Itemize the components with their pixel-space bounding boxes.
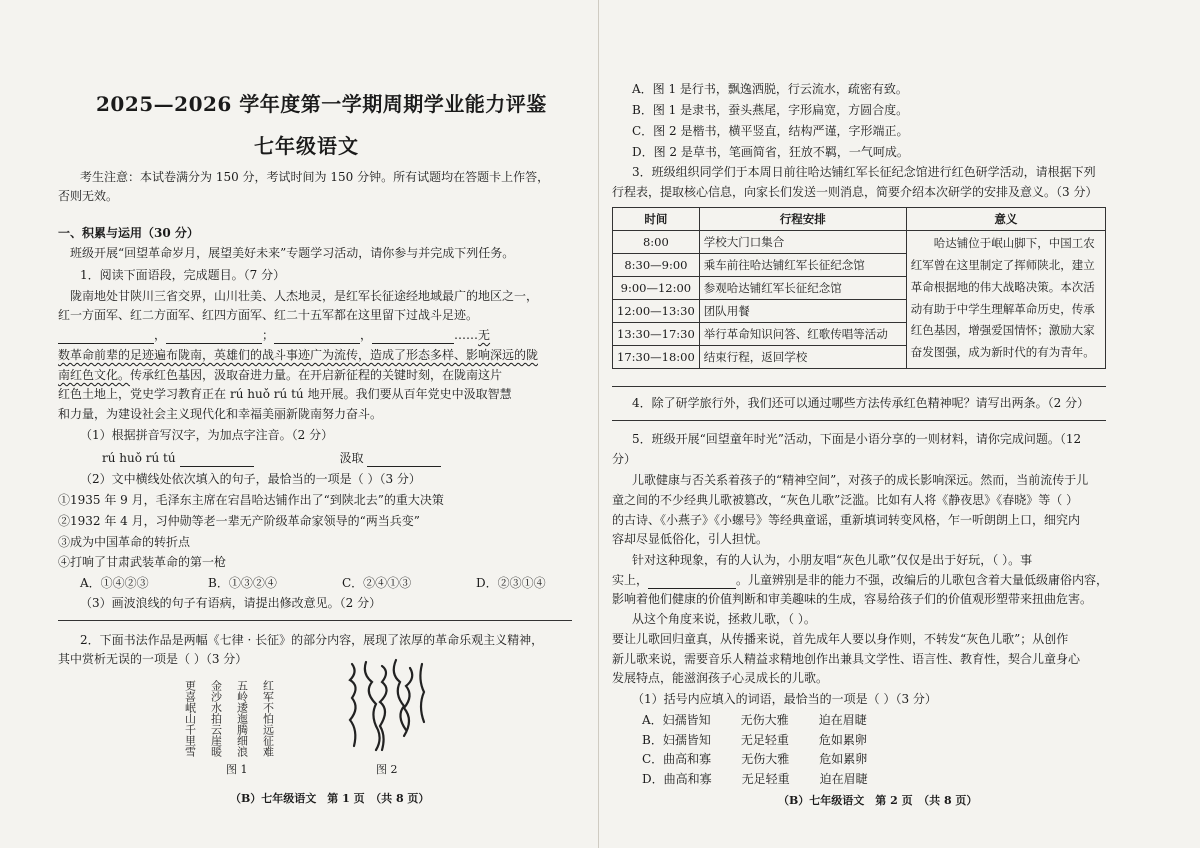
q1-2-item-3: ③成为中国革命的转折点 xyxy=(58,535,191,549)
passage-line-7: 和力量，为建设社会主义现代化和幸福美丽新陇南努力奋斗。 xyxy=(58,407,383,421)
fill-blank-1[interactable] xyxy=(58,331,154,344)
passage-line-2: 红一方面军、红二方面军、红四方面军、红二十五军都在这里留下过战斗足迹。 xyxy=(58,308,479,322)
q5-line-2: 分） xyxy=(612,452,637,466)
fig1-col-3: 五岭逶迤腾细浪 xyxy=(235,680,249,757)
notice-line-1: 考生注意：本试卷满分为 150 分，考试时间为 150 分钟。所有试题均在答题卡上作答， xyxy=(80,170,550,184)
material-blank[interactable] xyxy=(648,576,736,589)
page-2-footer: （B）七年级语文 第 2 页 （共 8 页） xyxy=(778,794,978,807)
fig1-col-1: 更喜岷山千里雪 xyxy=(183,680,197,757)
material-line-7: 影响着他们健康的价值判断和审美趣味的生成，容易给孩子们的价值观形塑带来扭曲危害。 xyxy=(612,592,1093,606)
table-row: 17:30—18:00 结束行程，返回学校 xyxy=(613,346,1106,369)
table-row: 13:30—17:30 举行革命知识问答、红歌传唱等活动 xyxy=(613,323,1106,346)
passage-line-5: 南红色文化。传承红色基因，汲取奋进力量。在开启新征程的关键时刻，在陇南这片 xyxy=(58,368,503,382)
material-line-6: 实上， 。儿童辨别是非的能力不强，改编后的儿歌包含着大量低级庸俗内容， xyxy=(612,573,1109,587)
section-1-intro: 班级开展“回望革命岁月，展望美好未来”专题学习活动，请你参与并完成下列任务。 xyxy=(70,246,515,260)
answer-line[interactable] xyxy=(612,386,1106,387)
answer-line[interactable] xyxy=(58,620,572,621)
answer-blank-pinyin[interactable] xyxy=(180,454,254,467)
wavy-sentence-middle: 数革命前辈的足迹遍布陇南，英雄们的战斗事迹广为流传，造成了形态多样、影响深远的陇 xyxy=(58,348,539,362)
fig1-col-4: 红军不怕远征难 xyxy=(261,680,275,757)
q5-1: （1）括号内应填入的词语，最恰当的一项是（ ）（3 分） xyxy=(632,692,937,706)
q5-option-d[interactable]: D．曲高和寡 无足轻重 迫在眉睫 xyxy=(642,772,868,786)
material-line-10: 要让儿歌回归童真，从传播来说，首先成年人要以身作则，不转发“灰色儿歌”；从创作 xyxy=(612,632,1069,646)
q1-2-item-2: ②1932 年 4 月，习仲勋等老一辈无产阶级革命家领导的“两当兵变” xyxy=(58,514,420,528)
choice-b[interactable]: B．①③②④ xyxy=(208,576,277,590)
header-time: 时间 xyxy=(613,208,700,231)
exam-title: 2025—2026 学年度第一学期周期学业能力评鉴 xyxy=(96,92,547,116)
q2-option-d[interactable]: D．图 2 是草书，笔画简省，狂放不羁，一气呵成。 xyxy=(632,145,909,159)
choice-a[interactable]: A．①④②③ xyxy=(80,576,149,590)
schedule-table xyxy=(612,207,1106,369)
q5-option-c[interactable]: C．曲高和寡 无伤大雅 危如累卵 xyxy=(642,752,868,766)
notice-line-2: 否则无效。 xyxy=(58,189,119,203)
center-fold xyxy=(598,0,599,848)
calligraphy-figure-1 xyxy=(183,668,296,757)
table-row: 8:30—9:00 乘车前往哈达铺红军长征纪念馆 xyxy=(613,254,1106,277)
q2-option-b[interactable]: B．图 1 是隶书，蚕头燕尾，字形扁宽，方圆合度。 xyxy=(632,103,909,117)
q5-line-1: 5．班级开展“回望童年时光”活动，下面是小语分享的一则材料，请你完成问题。（12 xyxy=(632,432,1082,446)
q2-line-2: 其中赏析无误的一项是（ ）（3 分） xyxy=(58,652,248,666)
fill-blank-3[interactable] xyxy=(274,331,360,344)
q5-option-a[interactable]: A．妇孺皆知 无伤大雅 迫在眉睫 xyxy=(642,713,867,727)
q5-option-b[interactable]: B．妇孺皆知 无足轻重 危如累卵 xyxy=(642,733,867,747)
choice-d[interactable]: D．②③①④ xyxy=(476,576,546,590)
q1-2: （2）文中横线处依次填入的句子，最恰当的一项是（ ）（3 分） xyxy=(80,472,421,486)
q2-option-c[interactable]: C．图 2 是楷书，横平竖直，结构严谨，字形端正。 xyxy=(632,124,909,138)
q1-2-item-1: ①1935 年 9 月，毛泽东主席在宕昌哈达铺作出了“到陕北去”的重大决策 xyxy=(58,493,444,507)
q1-2-item-4: ④打响了甘肃武装革命的第一枪 xyxy=(58,555,227,569)
q4: 4．除了研学旅行外，我们还可以通过哪些方法传承红色精神呢？请写出两条。（2 分） xyxy=(632,396,1090,410)
material-line-12: 发展特点，能滋润孩子心灵成长的儿歌。 xyxy=(612,671,829,685)
q2-line-1: 2．下面书法作品是两幅《七律 · 长征》的部分内容，展现了浓厚的革命乐观主义精神， xyxy=(80,633,544,647)
passage-line-1: 陇南地处甘陕川三省交界，山川壮美、人杰地灵，是红军长征途经地域最广的地区之一， xyxy=(70,289,539,303)
section-1-heading: 一、积累与运用（30 分） xyxy=(58,226,199,240)
material-line-8: 从这个角度来说，拯救儿歌，（ ）。 xyxy=(632,612,816,626)
header-plan: 行程安排 xyxy=(699,208,906,231)
passage-line-3: ， ； ， ……无 xyxy=(58,326,490,344)
material-line-4: 容却尽显低俗化，引人担忧。 xyxy=(612,532,769,546)
pinyin-inline: rú huǒ rú tú xyxy=(230,387,304,401)
page-2 xyxy=(612,0,1112,848)
page-1-footer: （B）七年级语文 第 1 页 （共 8 页） xyxy=(230,792,430,805)
meaning-cell: 哈达铺位于岷山脚下，中国工农红军曾在这里制定了挥师陕北，建立革命根据地的伟大战略决策。本次活动有助于中学生理解革命历史，传承红色基因，增强爱国情怀；激励大家奋发图强，成为新时代的有为青年。 xyxy=(906,231,1105,369)
passage-line-6: 红色土地上，党史学习教育正在 rú huǒ rú tú 地开展。我们要从百年党史中汲取智慧 xyxy=(58,387,512,401)
choice-c[interactable]: C．②④①③ xyxy=(342,576,412,590)
figure-1-label: 图 1 xyxy=(226,763,248,776)
material-line-11: 新儿歌来说，需要音乐人精益求精地创作出兼具文学性、语言性、教育性，契合儿童身心 xyxy=(612,652,1081,666)
q1-1: （1）根据拼音写汉字，为加点字注音。（2 分） xyxy=(80,428,334,442)
figure-2-label: 图 2 xyxy=(376,763,398,776)
material-line-1: 儿歌健康与否关系着孩子的“精神空间”，对孩子的成长影响深远。然而，当前流传于儿 xyxy=(632,473,1089,487)
header-meaning: 意义 xyxy=(906,208,1105,231)
table-row: 8:00 学校大门口集合 哈达铺位于岷山脚下，中国工农红军曾在这里制定了挥师陕北，建立革命根据地的伟大战略决策。本次活动有助于中学生理解革命历史，传承红色基因，增强爱国情怀；激励大家奋发图强，成为新时代的有为青年。 xyxy=(613,231,1106,254)
material-line-5: 针对这种现象，有的人认为，小朋友唱“灰色儿歌”仅仅是出于好玩，（ ）。事 xyxy=(632,553,1033,567)
wavy-sentence-start: 无 xyxy=(478,328,491,342)
q1-3: （3）画波浪线的句子有语病，请提出修改意见。（2 分） xyxy=(80,596,382,610)
material-line-3: 的古诗、《小燕子》《小螺号》等经典童谣，重新填词转变风格，乍一听朗朗上口，细究内 xyxy=(612,513,1081,527)
fill-blank-2[interactable] xyxy=(166,331,262,344)
calligraphy-figure-2 xyxy=(344,658,428,756)
q3-line-2: 行程表，提取核心信息，向家长们发送一则消息，简要介绍本次研学的安排及意义。（3 分） xyxy=(612,185,1098,199)
q1-heading: 1．阅读下面语段，完成题目。（7 分） xyxy=(80,268,286,282)
exam-subtitle: 七年级语文 xyxy=(254,134,359,158)
answer-blank-word[interactable] xyxy=(367,454,441,467)
page-1 xyxy=(58,0,586,848)
q1-1-answers: rú huǒ rú tú 汲取 xyxy=(102,449,441,467)
table-row: 12:00—13:30 团队用餐 xyxy=(613,300,1106,323)
material-line-2: 童之间的不少经典儿歌被篡改，“灰色儿歌”泛滥。比如有人将《静夜思》《春晓》等（ ） xyxy=(612,493,1079,507)
q3-line-1: 3．班级组织同学们于本周日前往哈达铺红军长征纪念馆进行红色研学活动，请根据下列 xyxy=(632,165,1096,179)
table-row: 9:00—12:00 参观哈达铺红军长征纪念馆 xyxy=(613,277,1106,300)
fig1-col-2: 金沙水拍云崖暖 xyxy=(209,680,223,757)
q2-option-a[interactable]: A．图 1 是行书，飘逸洒脱，行云流水，疏密有致。 xyxy=(632,82,908,96)
fill-blank-4[interactable] xyxy=(372,331,454,344)
answer-line[interactable] xyxy=(612,420,1106,421)
